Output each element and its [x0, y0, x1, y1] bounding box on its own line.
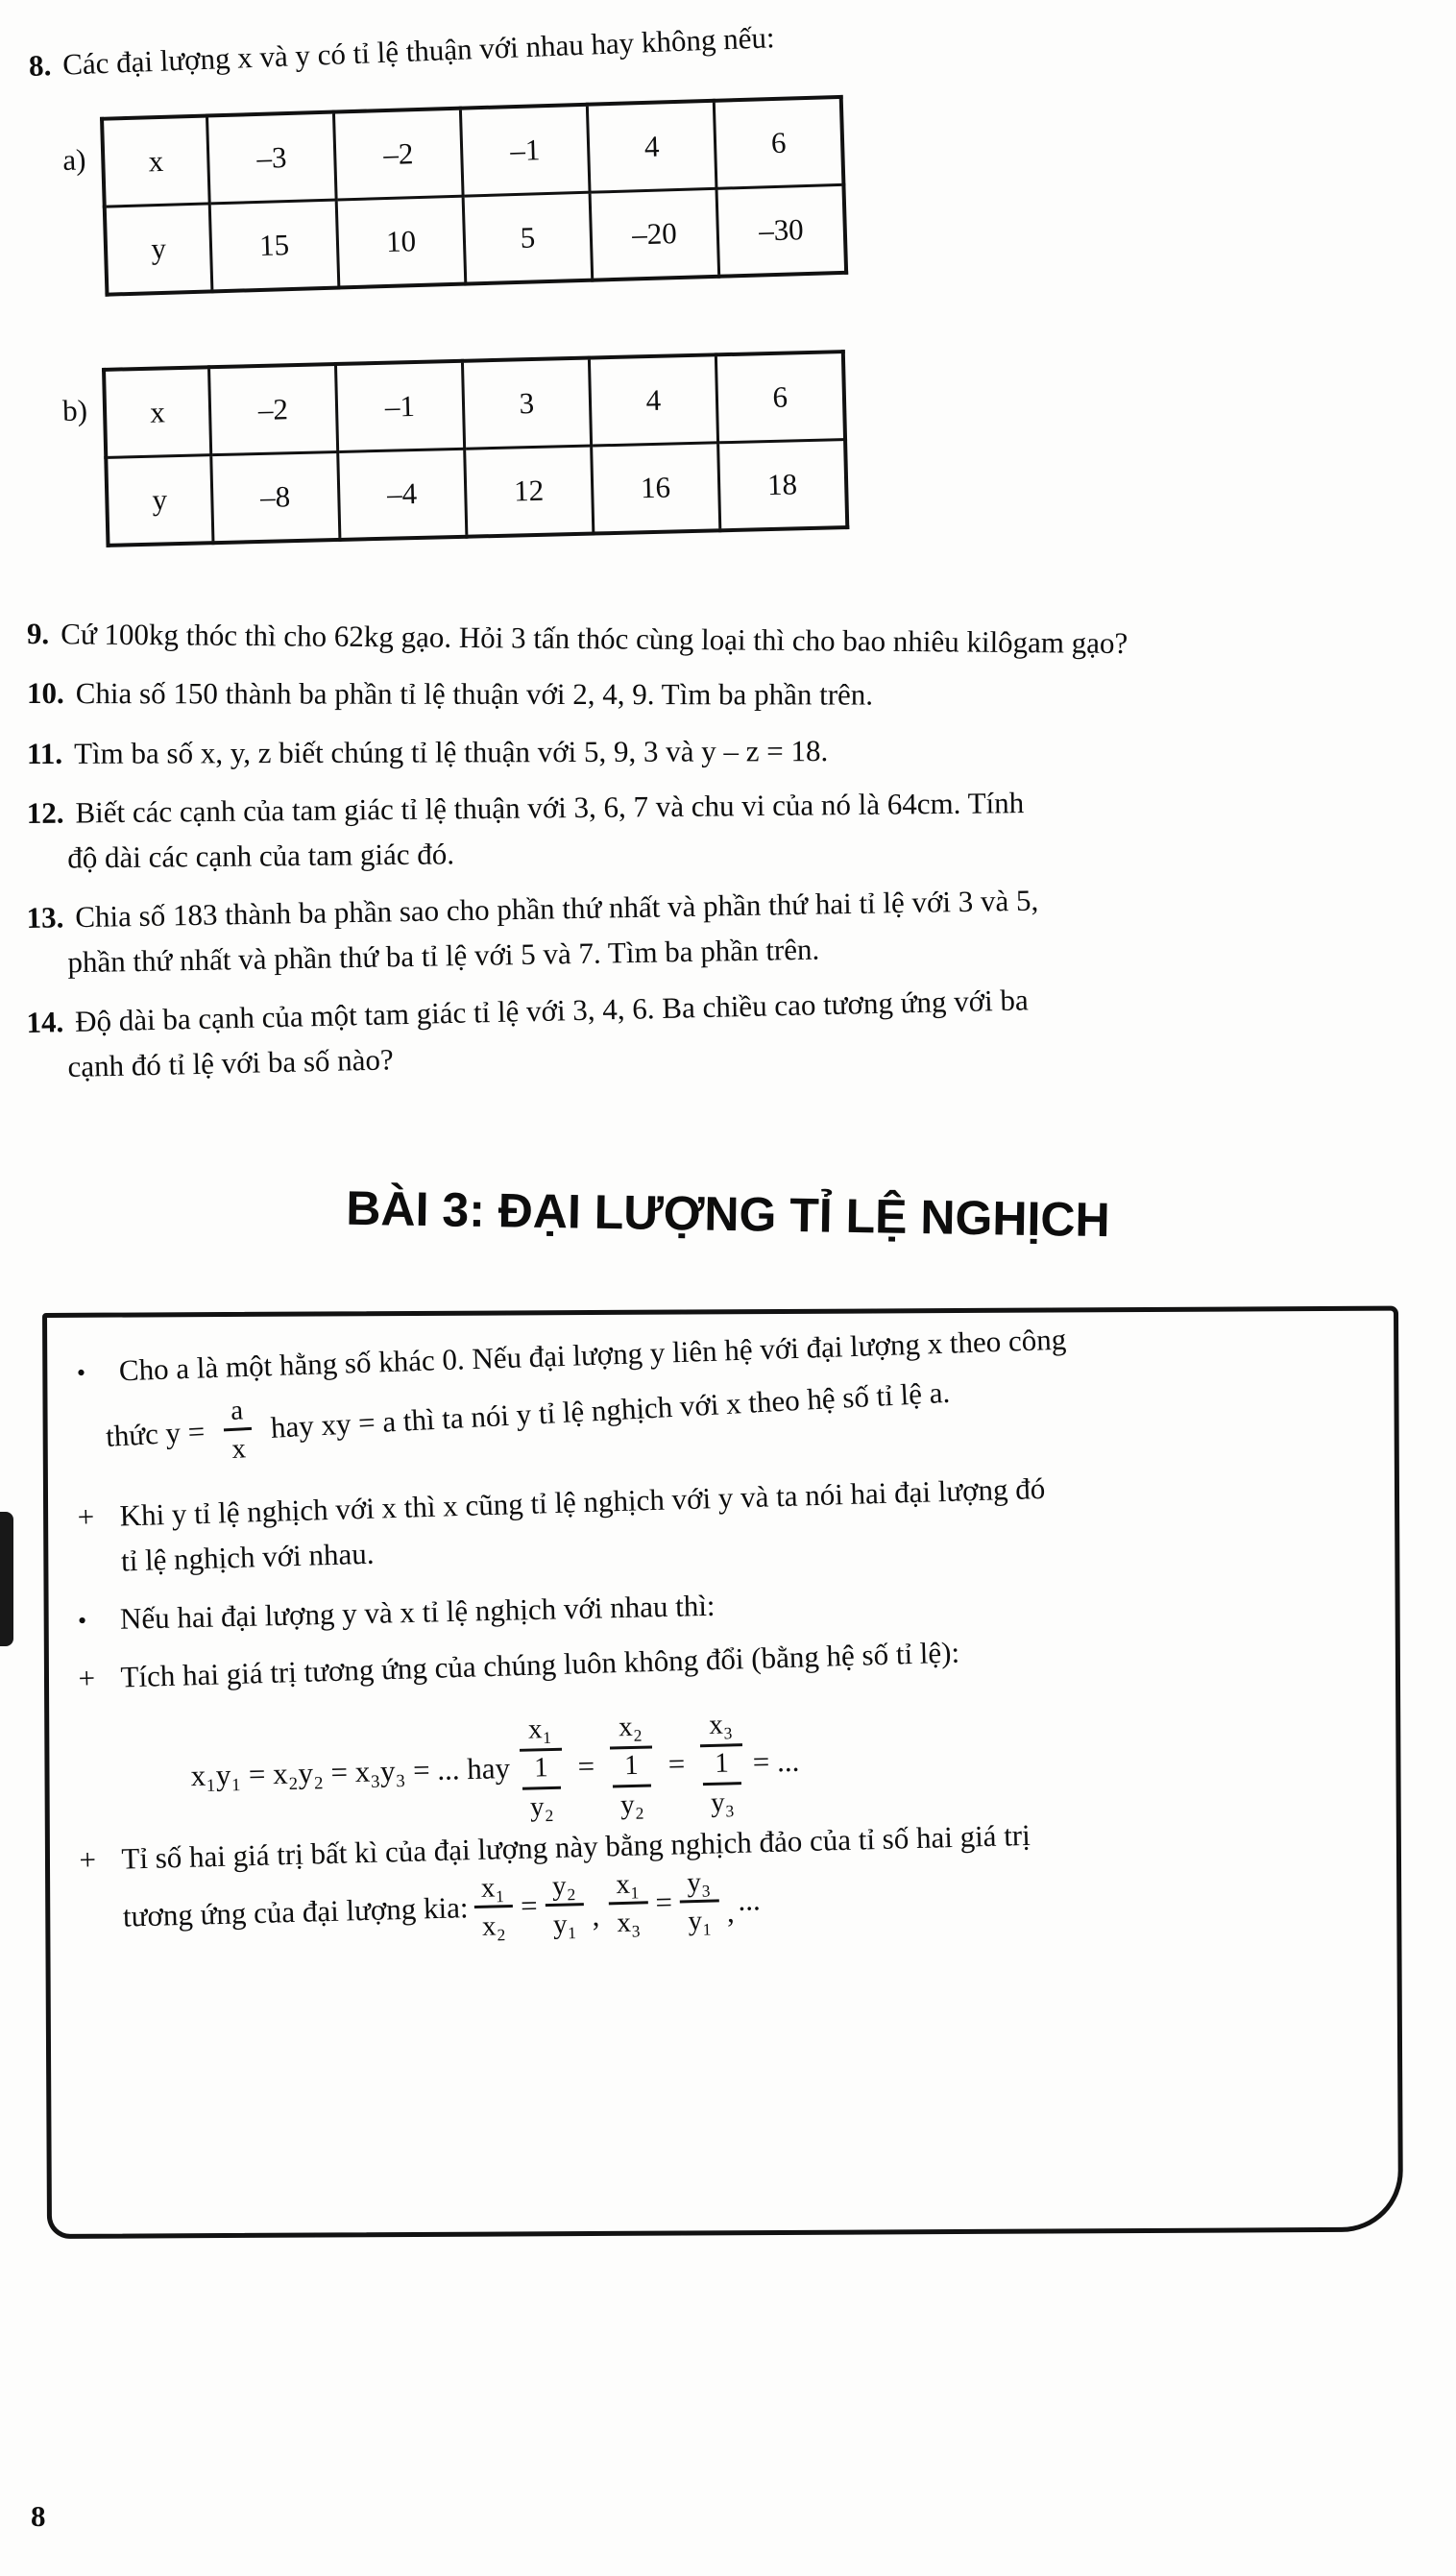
- theory-bullet-1: [76, 1307, 1371, 1482]
- section-heading: BÀI 3: ĐẠI LƯỢNG TỈ LỆ NGHỊCH: [345, 1180, 1111, 1248]
- plus-icon: +: [77, 1499, 95, 1535]
- problem-text: độ dài các cạnh của tam giác đó.: [67, 836, 455, 875]
- problem-number: 13.: [26, 900, 64, 936]
- equals-sign: =: [655, 1884, 673, 1919]
- table-a-label: a): [61, 141, 86, 177]
- table-cell: 16: [591, 442, 719, 533]
- table-cell: 4: [587, 100, 716, 191]
- table-cell: y: [105, 203, 212, 294]
- equals-sign: =: [577, 1749, 595, 1784]
- problem-number: 10.: [26, 676, 64, 711]
- fraction-y2-over-y1: $\frac{\text{y₂}}{\text{y₁}}$: [545, 1870, 586, 1941]
- theory-text: Cho a là một hằng số khác 0. Nếu đại lượng y liên hệ với đại lượng x theo công: [118, 1322, 1067, 1388]
- equals-sign: =: [667, 1747, 686, 1782]
- problem-text: Các đại lượng x và y có tỉ lệ thuận với nhau hay không nếu:: [61, 20, 776, 82]
- table-cell: –1: [335, 360, 464, 451]
- problem-text: Tìm ba số x, y, z biết chúng tỉ lệ thuận với 5, 9, 3 và y – z = 18.: [73, 733, 829, 770]
- table-cell: y: [106, 454, 213, 545]
- problem-number: 11.: [26, 736, 63, 770]
- table-cell: 3: [462, 357, 591, 449]
- theory-text: tỉ lệ nghịch với nhau.: [120, 1536, 375, 1578]
- fraction-a-over-x: $\frac{a}{x}$: [222, 1394, 254, 1465]
- problem-number: 8.: [28, 48, 52, 83]
- table-cell: –20: [590, 188, 719, 279]
- theory-text: Tỉ số hai giá trị bất kì của đại lượng này bằng nghịch đảo của tỉ số hai giá trị: [120, 1817, 1031, 1876]
- table-a-section: [61, 76, 1456, 297]
- table-cell: 6: [714, 96, 843, 187]
- fraction-x1-over-x3: $\frac{\text{x₁}}{\text{x₃}}$: [608, 1868, 649, 1939]
- theory-text: thức y =: [105, 1414, 206, 1453]
- problem-13: [26, 871, 1439, 985]
- problem-text: phần thứ nhất và phần thứ ba tỉ lệ với 5 và 7. Tìm ba phần trên.: [67, 932, 820, 979]
- problem-number: 9.: [26, 616, 50, 650]
- problem-number: 12.: [26, 795, 64, 831]
- theory-box: [42, 1306, 1403, 2239]
- table-cell: –3: [207, 111, 337, 203]
- table-cell: 18: [717, 439, 847, 530]
- table-cell: 10: [336, 196, 466, 287]
- table-cell: –8: [211, 451, 340, 543]
- problem-text: Cứ 100kg thóc thì cho 62kg gạo. Hỏi 3 tấn thóc cùng loại thì cho bao nhiêu kilôgam gạo?: [61, 616, 1128, 660]
- problem-14: [26, 969, 1440, 1090]
- formula-text: ...: [737, 1883, 761, 1917]
- theory-text: Nếu hai đại lượng y và x tỉ lệ nghịch với nhau thì:: [119, 1589, 716, 1637]
- formula-text: = ...: [752, 1744, 800, 1780]
- theory-text: hay xy = a thì ta nói y tỉ lệ nghịch với x theo hệ số tỉ lệ a.: [270, 1374, 951, 1445]
- problem-12: [27, 777, 1440, 881]
- problem-text: Chia số 183 thành ba phần sao cho phần thứ nhất và phần thứ hai tỉ lệ với 3 và 5,: [75, 883, 1039, 935]
- problem-text: Độ dài ba cạnh của một tam giác tỉ lệ với 3, 4, 6. Ba chiều cao tương ứng với ba: [74, 983, 1030, 1038]
- table-cell: x: [102, 115, 209, 207]
- table-cell: –2: [208, 364, 337, 455]
- table-cell: 5: [463, 192, 593, 283]
- page-number: 8: [31, 2499, 46, 2533]
- theory-text: tương ứng của đại lượng kia:: [122, 1890, 469, 1933]
- table-cell: –4: [338, 449, 467, 540]
- table-cell: –2: [334, 108, 464, 199]
- theory-text: Tích hai giá trị tương ứng của chúng luôn không đổi (bằng hệ số tỉ lệ):: [120, 1635, 960, 1694]
- fraction-x2-over-1-over-y2: x₂ 1 y₂: [609, 1713, 654, 1822]
- table-row: [106, 439, 847, 545]
- table-b-label: b): [61, 392, 88, 427]
- table-cell: –30: [716, 184, 846, 276]
- equals-sign: =: [520, 1888, 538, 1923]
- proportion-table-a: [100, 94, 848, 296]
- table-cell: 12: [464, 446, 593, 537]
- plus-icon: +: [78, 1661, 96, 1695]
- problem-text: Biết các cạnh của tam giác tỉ lệ thuận với 3, 6, 7 và chu vi của nó là 64cm. Tính: [75, 786, 1025, 830]
- problem-11: [27, 726, 1439, 776]
- table-cell: 6: [716, 352, 845, 443]
- bullet-icon: •: [77, 1607, 87, 1636]
- fraction-y3-over-y1: $\frac{\text{y₃}}{\text{y₁}}$: [679, 1866, 720, 1937]
- proportion-table-b: [102, 350, 849, 547]
- table-row: [104, 352, 845, 457]
- table-cell: –1: [460, 104, 590, 195]
- bullet-icon: •: [76, 1358, 86, 1387]
- comma: ,: [726, 1894, 736, 1929]
- table-cell: 4: [589, 354, 717, 446]
- comma: ,: [591, 1898, 600, 1932]
- problem-10: [27, 671, 1439, 718]
- theory-plus-1: [77, 1457, 1370, 1585]
- problem-8: [28, 0, 1402, 88]
- problem-9: [27, 612, 1439, 668]
- fraction-x1-over-1-over-y2: x₁ 1 y₂: [519, 1714, 564, 1824]
- table-cell: 15: [209, 200, 339, 291]
- fraction-x3-over-1-over-y3: x₃ 1 y₃: [699, 1711, 744, 1820]
- table-cell: x: [104, 367, 211, 457]
- table-b-section: [61, 334, 1456, 547]
- formula-text: x₁y₁ = x₂y₂ = x₃y₃ = ... hay: [190, 1751, 511, 1793]
- scan-smudge: [0, 1512, 13, 1646]
- plus-icon: +: [78, 1842, 97, 1877]
- theory-text: Khi y tỉ lệ nghịch với x thì x cũng tỉ lệ nghịch với y và ta nói hai đại lượng đó: [119, 1471, 1046, 1533]
- problem-text: Chia số 150 thành ba phần tỉ lệ thuận với 2, 4, 9. Tìm ba phần trên.: [75, 676, 874, 712]
- problem-text: cạnh đó tỉ lệ với ba số nào?: [67, 1041, 395, 1083]
- fraction-x1-over-x2: $\frac{\text{x₁}}{\text{x₂}}$: [473, 1872, 514, 1943]
- problem-number: 14.: [26, 1005, 64, 1040]
- problem-list: [27, 612, 1439, 1091]
